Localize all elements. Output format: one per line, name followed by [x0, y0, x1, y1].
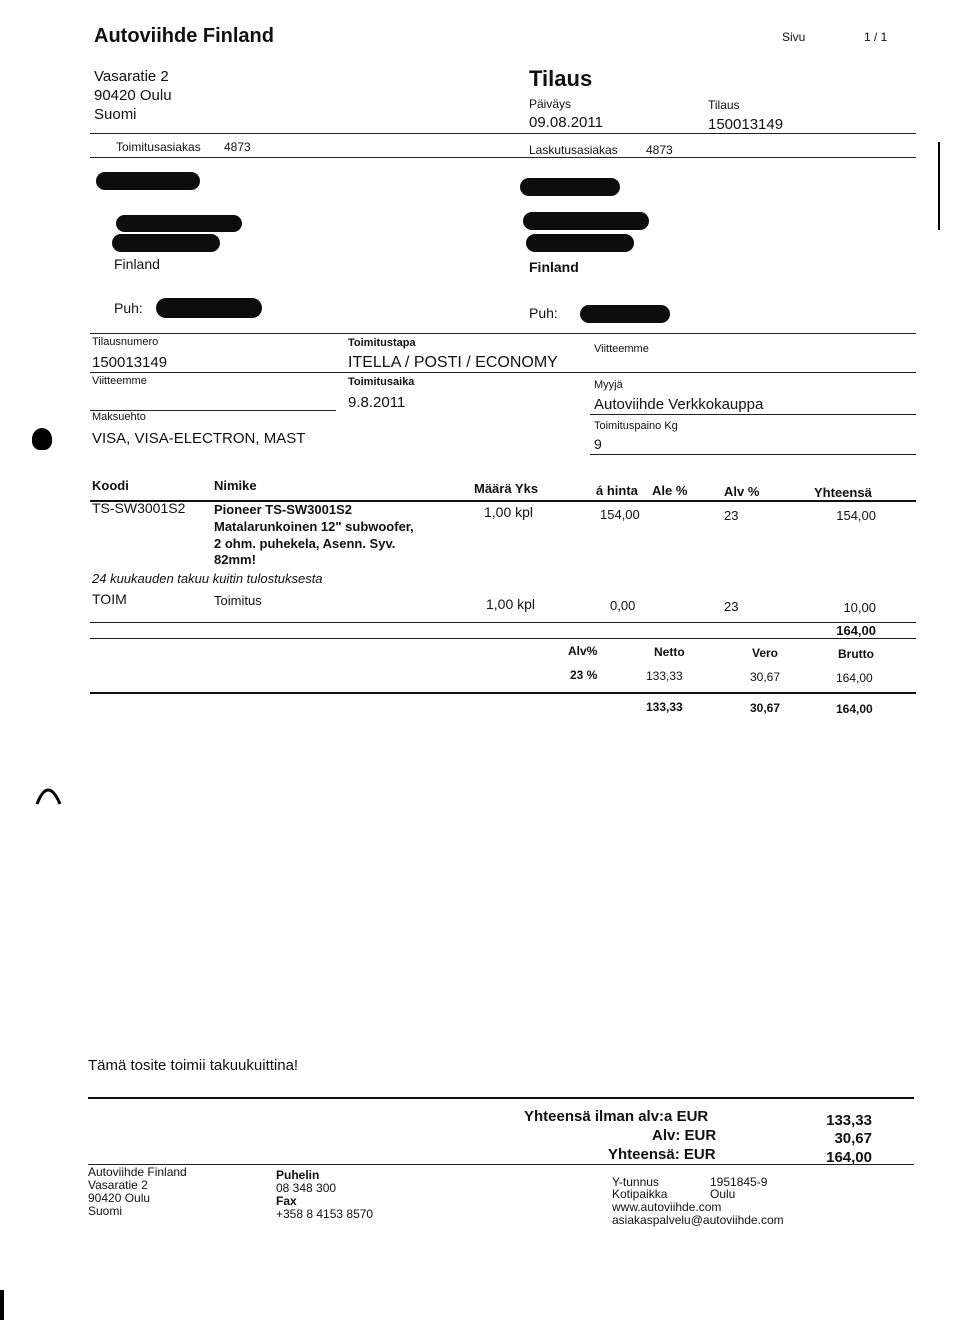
footer-domicile-label: Kotipaikka	[612, 1187, 668, 1201]
vat-summary-header-tax: Vero	[752, 646, 779, 660]
divider	[590, 454, 916, 455]
divider	[90, 133, 916, 134]
grand-vat-label: Alv: EUR	[652, 1127, 717, 1144]
scan-artifact	[32, 428, 52, 450]
footer-domicile-value: Oulu	[710, 1187, 736, 1201]
footer-business-id-label: Y-tunnus	[612, 1175, 659, 1189]
grand-total-value: 164,00	[826, 1149, 872, 1166]
footer-address	[88, 1166, 187, 1218]
warranty-note: 24 kuukauden takuu kuitin tulostuksesta	[92, 571, 323, 586]
sender-country: Suomi	[94, 106, 137, 123]
row-vat: 23	[724, 508, 739, 523]
footer-address-line: 90420 Oulu	[88, 1191, 151, 1205]
vat-summary-gross: 164,00	[836, 671, 873, 685]
redacted-block	[580, 305, 670, 323]
row-price: 154,00	[600, 507, 640, 522]
sender-city: 90420 Oulu	[94, 87, 172, 104]
footer-business-id-value: 1951845-9	[710, 1175, 768, 1189]
billing-country: Finland	[529, 259, 579, 275]
row-name-line: Toimitus	[214, 593, 262, 608]
row-qty: 1,00 kpl	[484, 504, 534, 520]
delivery-time-label: Toimitusaika	[348, 376, 415, 388]
col-header-total: Yhteensä	[814, 485, 872, 500]
col-header-qty: Määrä Yks	[474, 481, 539, 496]
row-code: TOIM	[92, 591, 127, 607]
footer-phone-value: 08 348 300	[276, 1181, 337, 1195]
page-label: Sivu	[782, 30, 806, 44]
vat-summary-total-gross: 164,00	[836, 702, 873, 716]
footer-fax-label: Fax	[276, 1194, 297, 1208]
col-header-discount: Ale %	[652, 483, 688, 498]
divider	[90, 157, 916, 158]
scan-artifact	[34, 782, 64, 808]
redacted-block	[523, 212, 649, 230]
divider	[88, 1164, 914, 1165]
divider	[90, 333, 916, 334]
payment-label: Maksuehto	[92, 411, 146, 423]
billing-customer-value: 4873	[646, 143, 673, 157]
divider	[88, 1097, 914, 1099]
row-total: 10,00	[843, 600, 876, 615]
our-reference-label: Viitteemme	[594, 343, 649, 355]
redacted-block	[96, 172, 200, 190]
row-vat: 23	[724, 599, 739, 614]
vat-summary-total-net: 133,33	[646, 700, 683, 714]
row-name-line: Pioneer TS-SW3001S2	[214, 502, 352, 517]
order-number-value: 150013149	[708, 116, 784, 133]
row-total: 154,00	[836, 508, 876, 523]
date-label: Päiväys	[529, 97, 572, 111]
items-subtotal: 164,00	[836, 623, 876, 638]
col-header-price: á hinta	[596, 483, 638, 498]
col-header-vat: Alv %	[724, 484, 760, 499]
receipt-note: Tämä tosite toimii takuukuittina!	[88, 1057, 299, 1074]
row-name-line: 82mm!	[214, 552, 256, 567]
vat-summary-rate: 23 %	[570, 668, 598, 682]
divider	[90, 638, 916, 639]
payment-value: VISA, VISA-ELECTRON, MAST	[92, 430, 306, 447]
divider	[590, 414, 916, 415]
footer-phone-label: Puhelin	[276, 1168, 320, 1182]
footer-address-line: Vasaratie 2	[88, 1178, 148, 1192]
order-number-field-value: 150013149	[92, 354, 168, 371]
page-value: 1 / 1	[864, 30, 888, 44]
grand-total-label: Yhteensä: EUR	[608, 1146, 716, 1163]
row-name-line: Matalarunkoinen 12" subwoofer,	[214, 519, 414, 534]
billing-phone-label: Puh:	[529, 305, 558, 321]
redacted-block	[112, 234, 220, 252]
delivery-country: Finland	[114, 256, 160, 272]
vat-summary-net: 133,33	[646, 669, 683, 683]
delivery-customer-value: 4873	[224, 140, 251, 154]
row-name-line: 2 ohm. puhekela, Asenn. Syv.	[214, 536, 396, 551]
vat-summary-total-tax: 30,67	[750, 701, 781, 715]
col-header-code: Koodi	[92, 478, 129, 493]
redacted-block	[116, 215, 242, 232]
footer-address-line: Autoviihde Finland	[88, 1165, 187, 1179]
vat-summary-tax: 30,67	[750, 670, 781, 684]
footer-website: www.autoviihde.com	[612, 1200, 722, 1214]
reference-label: Viitteemme	[92, 375, 147, 387]
delivery-method-label: Toimitustapa	[348, 337, 416, 349]
scan-artifact	[0, 1290, 4, 1320]
divider	[90, 692, 916, 694]
col-header-name: Nimike	[214, 478, 257, 493]
row-price: 0,00	[610, 598, 636, 613]
vat-summary-header-gross: Brutto	[838, 647, 874, 661]
footer-email: asiakaspalvelu@autoviihde.com	[612, 1213, 784, 1227]
seller-label: Myyjä	[594, 379, 623, 391]
redacted-block	[520, 178, 620, 196]
date-value: 09.08.2011	[529, 114, 603, 131]
grand-net-label: Yhteensä ilman alv:a EUR	[524, 1108, 709, 1125]
delivery-time-value: 9.8.2011	[348, 394, 406, 411]
weight-label: Toimituspaino Kg	[594, 420, 678, 432]
weight-value: 9	[594, 436, 602, 452]
order-number-field-label: Tilausnumero	[92, 336, 159, 348]
company-name: Autoviihde Finland	[94, 25, 274, 47]
redacted-block	[526, 234, 634, 252]
delivery-customer-label: Toimitusasiakas	[116, 140, 201, 154]
vat-summary-header-net: Netto	[654, 645, 685, 659]
row-code: TS-SW3001S2	[92, 500, 186, 516]
divider	[90, 622, 916, 623]
delivery-method-value: ITELLA / POSTI / ECONOMY	[348, 354, 558, 371]
order-number-label: Tilaus	[708, 98, 740, 112]
delivery-phone-label: Puh:	[114, 300, 143, 316]
billing-customer-label: Laskutusasiakas	[529, 143, 618, 157]
footer-address-line: Suomi	[88, 1204, 123, 1218]
vat-summary-header-vat: Alv%	[568, 644, 598, 658]
order-title: Tilaus	[529, 66, 593, 91]
grand-vat-value: 30,67	[834, 1130, 872, 1147]
footer-fax-value: +358 8 4153 8570	[276, 1207, 374, 1221]
seller-value: Autoviihde Verkkokauppa	[594, 396, 764, 413]
footer-contact	[276, 1169, 373, 1221]
redacted-block	[156, 298, 262, 318]
sender-street: Vasaratie 2	[94, 68, 169, 85]
grand-net-value: 133,33	[826, 1112, 872, 1129]
scan-artifact	[938, 142, 940, 230]
divider	[90, 372, 916, 373]
row-qty: 1,00 kpl	[486, 596, 536, 612]
